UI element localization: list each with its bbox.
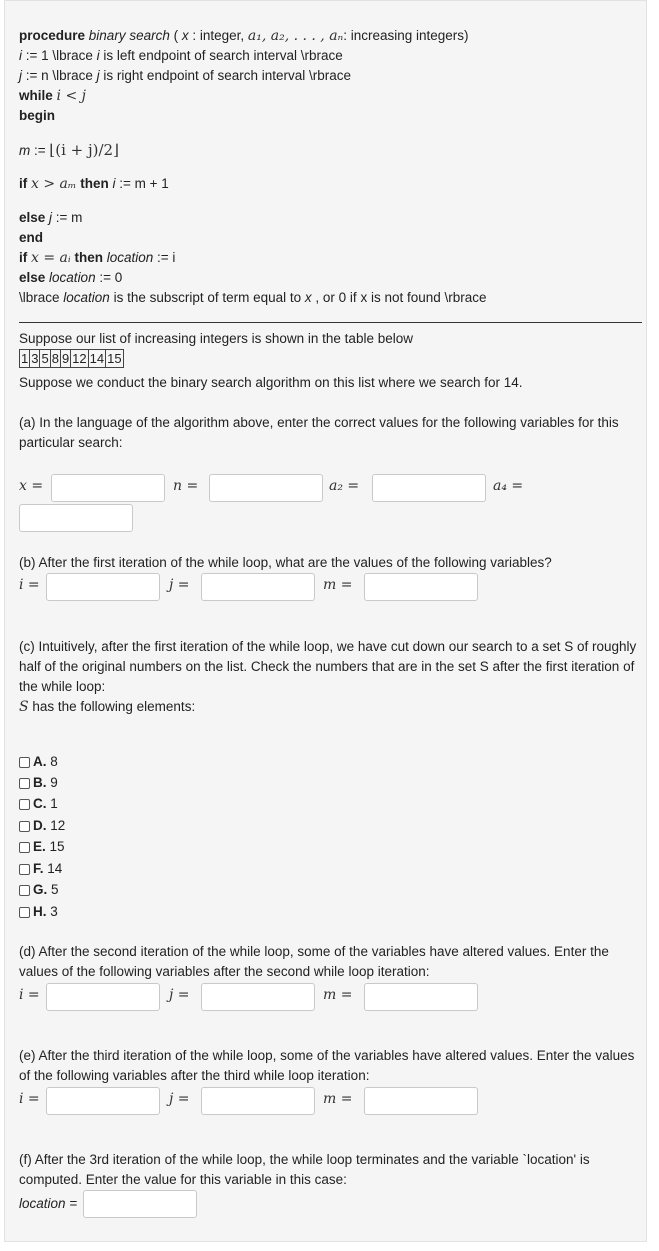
answer-a4-input[interactable] (19, 504, 133, 532)
label-e-j: j = (169, 1091, 190, 1107)
answer-e-i-input[interactable] (46, 1087, 160, 1115)
answer-x-input[interactable] (51, 474, 165, 502)
answer-d-j-input[interactable] (201, 983, 315, 1011)
divider (19, 322, 642, 323)
checkbox[interactable] (19, 842, 30, 853)
algo-line-i: i := 1 \lbrace i is left endpoint of search interval \rbrace (19, 48, 343, 63)
algo-line-procedure: procedure binary search ( x : integer, a₁, a₂, . . . , aₙ: increasing integers) (19, 28, 469, 44)
part-c-prompt: (c) Intuitively, after the first iteration of the while loop, we have cut down our search to a set S of roughly half of the original numbers on the list. Check the numbers that are in the set S after the first iteration of the while loop: (19, 639, 637, 694)
checkbox[interactable] (19, 885, 30, 896)
list-cell: 5 (41, 350, 49, 366)
answer-n-input[interactable] (209, 474, 323, 502)
label-a4: a₄ = (493, 478, 524, 494)
checkbox[interactable] (19, 821, 30, 832)
label-d-i: i = (19, 987, 40, 1003)
answer-d-i-input[interactable] (46, 983, 160, 1011)
answer-b-i-input[interactable] (46, 573, 160, 601)
checkbox[interactable] (19, 778, 30, 789)
option-b[interactable]: B. 9 (19, 772, 58, 793)
checkbox[interactable] (19, 907, 30, 918)
part-a-prompt: (a) In the language of the algorithm above, enter the correct values for the following variables for this particular search: (19, 415, 619, 450)
algo-line-begin: begin (19, 108, 55, 123)
algo-line-m: m := ⌊(i + j)/2⌋ (19, 141, 119, 159)
algo-line-if2: if x = aᵢ then location := i (19, 250, 176, 266)
part-b-prompt: (b) After the first iteration of the while loop, what are the values of the following variables? (19, 555, 552, 570)
label-location: location = (19, 1196, 78, 1211)
list-intro-text: Suppose our list of increasing integers is shown in the table below (19, 331, 413, 346)
algo-line-final: \lbrace location is the subscript of term equal to x , or 0 if x is not found \rbrace (19, 290, 487, 305)
list-cell: 3 (31, 350, 39, 366)
part-c-set-line: S has the following elements: (19, 699, 196, 715)
algo-line-end: end (19, 230, 44, 245)
answer-a2-input[interactable] (372, 474, 486, 502)
search-intro-text: Suppose we conduct the binary search algorithm on this list where we search for 14. (19, 375, 523, 390)
label-n: n = (173, 478, 199, 494)
checkbox[interactable] (19, 864, 30, 875)
label-d-m: m = (323, 987, 353, 1003)
list-cell: 15 (107, 350, 122, 366)
label-b-m: m = (323, 577, 353, 593)
label-e-m: m = (323, 1091, 353, 1107)
list-cell: 8 (51, 350, 59, 366)
algo-line-while: while i < j (19, 88, 86, 104)
label-a2: a₂ = (329, 478, 360, 494)
checkbox[interactable] (19, 799, 30, 810)
algo-line-j: j := n \lbrace j is right endpoint of search interval \rbrace (19, 68, 352, 83)
answer-b-j-input[interactable] (201, 573, 315, 601)
option-a[interactable]: A. 8 (19, 751, 58, 772)
part-d-prompt: (d) After the second iteration of the while loop, some of the variables have altered values. Enter the values of the following variables after the second while loop iteration: (19, 944, 609, 979)
option-e[interactable]: E. 15 (19, 836, 65, 857)
label-b-j: j = (169, 577, 190, 593)
option-d[interactable]: D. 12 (19, 815, 65, 836)
part-f-prompt: (f) After the 3rd iteration of the while loop, the while loop terminates and the variable `location' is computed. Enter the value for this variable in this case: (19, 1152, 590, 1187)
option-h[interactable]: H. 3 (19, 901, 58, 922)
algo-line-if1: if x > aₘ then i := m + 1 (19, 176, 169, 192)
list-cell: 14 (89, 350, 105, 366)
option-f[interactable]: F. 14 (19, 858, 62, 879)
label-x: x = (19, 478, 44, 494)
answer-d-m-input[interactable] (364, 983, 478, 1011)
integer-list-table (19, 349, 124, 368)
label-b-i: i = (19, 577, 40, 593)
checkbox[interactable] (19, 757, 30, 768)
answer-b-m-input[interactable] (364, 573, 478, 601)
label-d-j: j = (169, 987, 190, 1003)
option-c[interactable]: C. 1 (19, 793, 58, 814)
algo-line-else1: else j := m (19, 210, 83, 225)
part-e-prompt: (e) After the third iteration of the while loop, some of the variables have altered values. Enter the values of the following variables after the third while loop iteration: (19, 1048, 635, 1083)
list-cell: 9 (61, 350, 70, 366)
question-card (4, 0, 647, 1242)
answer-e-j-input[interactable] (201, 1087, 315, 1115)
answer-e-m-input[interactable] (364, 1087, 478, 1115)
label-e-i: i = (19, 1091, 40, 1107)
list-cell: 1 (21, 350, 29, 366)
answer-location-input[interactable] (83, 1190, 197, 1218)
list-cell: 12 (72, 350, 87, 366)
algo-line-else2: else location := 0 (19, 270, 123, 285)
option-g[interactable]: G. 5 (19, 879, 59, 900)
